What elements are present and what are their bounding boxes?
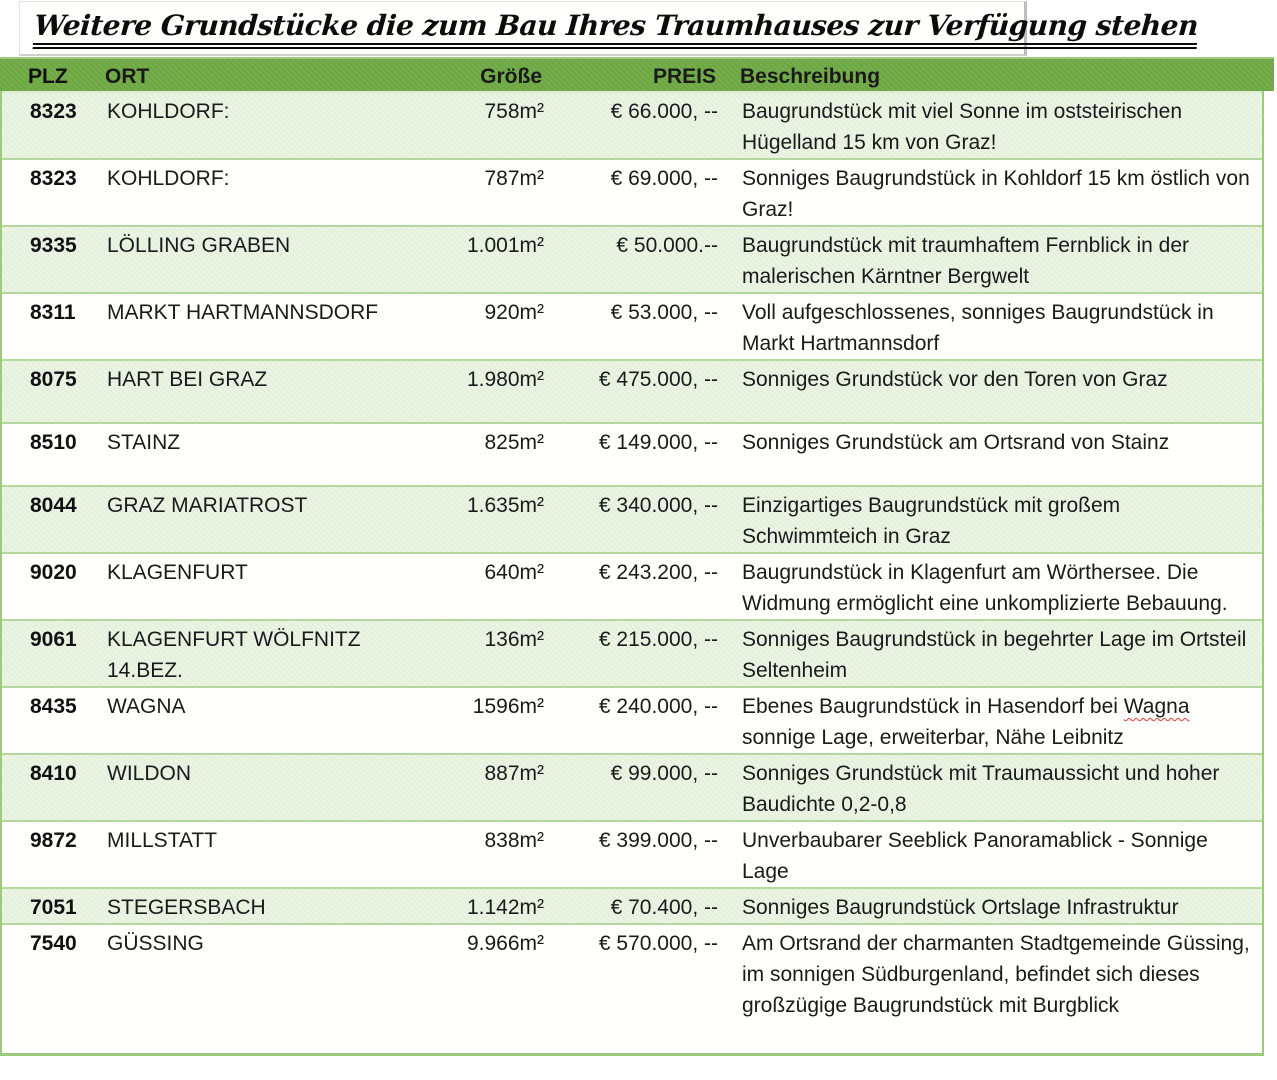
- description-text: Sonniges Baugrundstück in Kohldorf 15 km östlich von Graz!: [742, 167, 1250, 221]
- table-row: [2, 619, 1262, 686]
- table-row: [2, 923, 1262, 1053]
- price-cell: € 399.000, --: [598, 829, 718, 852]
- price-cell: € 475.000, --: [598, 368, 718, 391]
- ort-cell: KLAGENFURT: [107, 561, 248, 584]
- description-cell: [718, 688, 1262, 753]
- size-cell: 1.001m²: [466, 234, 544, 257]
- description-cell: [718, 424, 1262, 485]
- column-header-beschreibung: Beschreibung: [740, 65, 881, 88]
- table-row: [2, 422, 1262, 485]
- description-text: Sonniges Grundstück am Ortsrand von Stainz: [742, 431, 1170, 454]
- size-cell: 887m²: [484, 762, 544, 785]
- description-text: Sonniges Baugrundstück Ortslage Infrastruktur: [742, 896, 1179, 919]
- table-row: [2, 225, 1262, 292]
- description-text: Baugrundstück mit traumhaftem Fernblick in der malerischen Kärntner Bergwelt: [742, 234, 1190, 288]
- plz-cell: 9872: [30, 829, 77, 852]
- size-cell: 1.980m²: [466, 368, 544, 391]
- size-cell: 920m²: [484, 301, 544, 324]
- table-row: [2, 91, 1262, 158]
- description-text: Unverbaubarer Seeblick Panoramablick - Sonnige Lage: [742, 829, 1208, 883]
- plz-cell: 8323: [30, 167, 77, 190]
- spellcheck-word: Wagna: [1123, 695, 1190, 718]
- plz-cell: 8435: [30, 695, 77, 718]
- ort-cell: KLAGENFURT WÖLFNITZ 14.BEZ.: [107, 628, 361, 682]
- table-row: [2, 552, 1262, 619]
- size-cell: 758m²: [484, 100, 544, 123]
- description-text: Baugrundstück in Klagenfurt am Wörthersee. Die Widmung ermöglicht eine unkomplizierte Bebauung.: [742, 561, 1228, 615]
- title-box: [19, 1, 1200, 56]
- price-cell: € 99.000, --: [610, 762, 718, 785]
- description-text: Sonniges Grundstück mit Traumaussicht und hoher Baudichte 0,2-0,8: [742, 762, 1220, 816]
- ort-cell: KOHLDORF:: [107, 100, 230, 123]
- description-cell: [718, 294, 1262, 359]
- ort-cell: LÖLLING GRABEN: [107, 234, 291, 257]
- description-cell: [718, 160, 1262, 225]
- description-text: Baugrundstück mit viel Sonne im oststeirischen Hügelland 15 km von Graz!: [742, 100, 1183, 154]
- table-body: [0, 91, 1264, 1056]
- description-cell: [718, 227, 1262, 292]
- description-cell: [718, 925, 1262, 1053]
- column-header-ort: ORT: [105, 65, 150, 88]
- price-cell: € 243.200, --: [598, 561, 718, 584]
- table-row: [2, 485, 1262, 552]
- price-cell: € 69.000, --: [610, 167, 718, 190]
- table-row: [2, 753, 1262, 820]
- description-cell: [718, 487, 1262, 552]
- plz-cell: 8323: [30, 100, 77, 123]
- table-row: [2, 292, 1262, 359]
- ort-cell: KOHLDORF:: [107, 167, 230, 190]
- description-text: Voll aufgeschlossenes, sonniges Baugrundstück in Markt Hartmannsdorf: [742, 301, 1214, 355]
- table-header-row: [0, 57, 1274, 91]
- column-header-plz: PLZ: [28, 65, 68, 88]
- ort-cell: STEGERSBACH: [107, 896, 266, 919]
- table-row: [2, 158, 1262, 225]
- plz-cell: 8311: [30, 301, 76, 324]
- description-cell: [718, 889, 1262, 923]
- plz-cell: 7051: [30, 896, 77, 919]
- size-cell: 838m²: [484, 829, 544, 852]
- size-cell: 787m²: [484, 167, 544, 190]
- price-cell: € 149.000, --: [598, 431, 718, 454]
- price-cell: € 340.000, --: [598, 494, 718, 517]
- plz-cell: 9335: [30, 234, 77, 257]
- size-cell: 1.142m²: [466, 896, 544, 919]
- properties-table: [0, 57, 1277, 1056]
- description-cell: [718, 755, 1262, 820]
- plz-cell: 8044: [30, 494, 77, 517]
- ort-cell: WAGNA: [107, 695, 186, 718]
- description-text: Einzigartiges Baugrundstück mit großem Schwimmteich in Graz: [742, 494, 1121, 548]
- ort-cell: MARKT HARTMANNSDORF: [107, 301, 379, 324]
- description-cell: [718, 822, 1262, 887]
- price-cell: € 53.000, --: [610, 301, 718, 324]
- plz-cell: 8510: [30, 431, 77, 454]
- description-cell: [718, 361, 1262, 422]
- ort-cell: HART BEI GRAZ: [107, 368, 268, 391]
- column-header-groesse: Größe: [480, 65, 542, 88]
- size-cell: 640m²: [484, 561, 544, 584]
- price-cell: € 70.400, --: [610, 896, 718, 919]
- size-cell: 9.966m²: [466, 932, 544, 955]
- size-cell: 136m²: [484, 628, 544, 651]
- description-cell: [718, 93, 1262, 158]
- ort-cell: STAINZ: [107, 431, 181, 454]
- size-cell: 1.635m²: [466, 494, 544, 517]
- document-title: Weitere Grundstücke die zum Bau Ihres Traumhauses zur Verfügung stehen: [33, 9, 1200, 49]
- description-cell: [718, 554, 1262, 619]
- description-text: Sonniges Baugrundstück in begehrter Lage im Ortsteil Seltenheim: [742, 628, 1247, 682]
- ort-cell: MILLSTATT: [107, 829, 218, 852]
- size-cell: 1596m²: [472, 695, 544, 718]
- description-cell: [718, 621, 1262, 686]
- description-text: Sonniges Grundstück vor den Toren von Graz: [742, 368, 1168, 391]
- table-row: [2, 887, 1262, 923]
- price-cell: € 50.000.--: [616, 234, 718, 257]
- plz-cell: 7540: [30, 932, 77, 955]
- table-row: [2, 686, 1262, 753]
- price-cell: € 215.000, --: [598, 628, 718, 651]
- table-row: [2, 359, 1262, 422]
- price-cell: € 66.000, --: [610, 100, 718, 123]
- price-cell: € 570.000, --: [598, 932, 718, 955]
- price-cell: € 240.000, --: [598, 695, 718, 718]
- size-cell: 825m²: [484, 431, 544, 454]
- plz-cell: 8075: [30, 368, 77, 391]
- description-text: Ebenes Baugrundstück in Hasendorf bei: [742, 695, 1124, 718]
- ort-cell: GRAZ MARIATROST: [107, 494, 308, 517]
- plz-cell: 8410: [30, 762, 77, 785]
- plz-cell: 9020: [30, 561, 77, 584]
- description-text: sonnige Lage, erweiterbar, Nähe Leibnitz: [742, 726, 1124, 749]
- description-text: Am Ortsrand der charmanten Stadtgemeinde Güssing, im sonnigen Südburgenland, befindet sich dieses großzügige Baugrundstück mit Burgblick: [742, 932, 1250, 1017]
- column-header-preis: PREIS: [652, 65, 716, 88]
- ort-cell: WILDON: [107, 762, 191, 785]
- ort-cell: GÜSSING: [107, 932, 204, 955]
- plz-cell: 9061: [30, 628, 77, 651]
- table-row: [2, 820, 1262, 887]
